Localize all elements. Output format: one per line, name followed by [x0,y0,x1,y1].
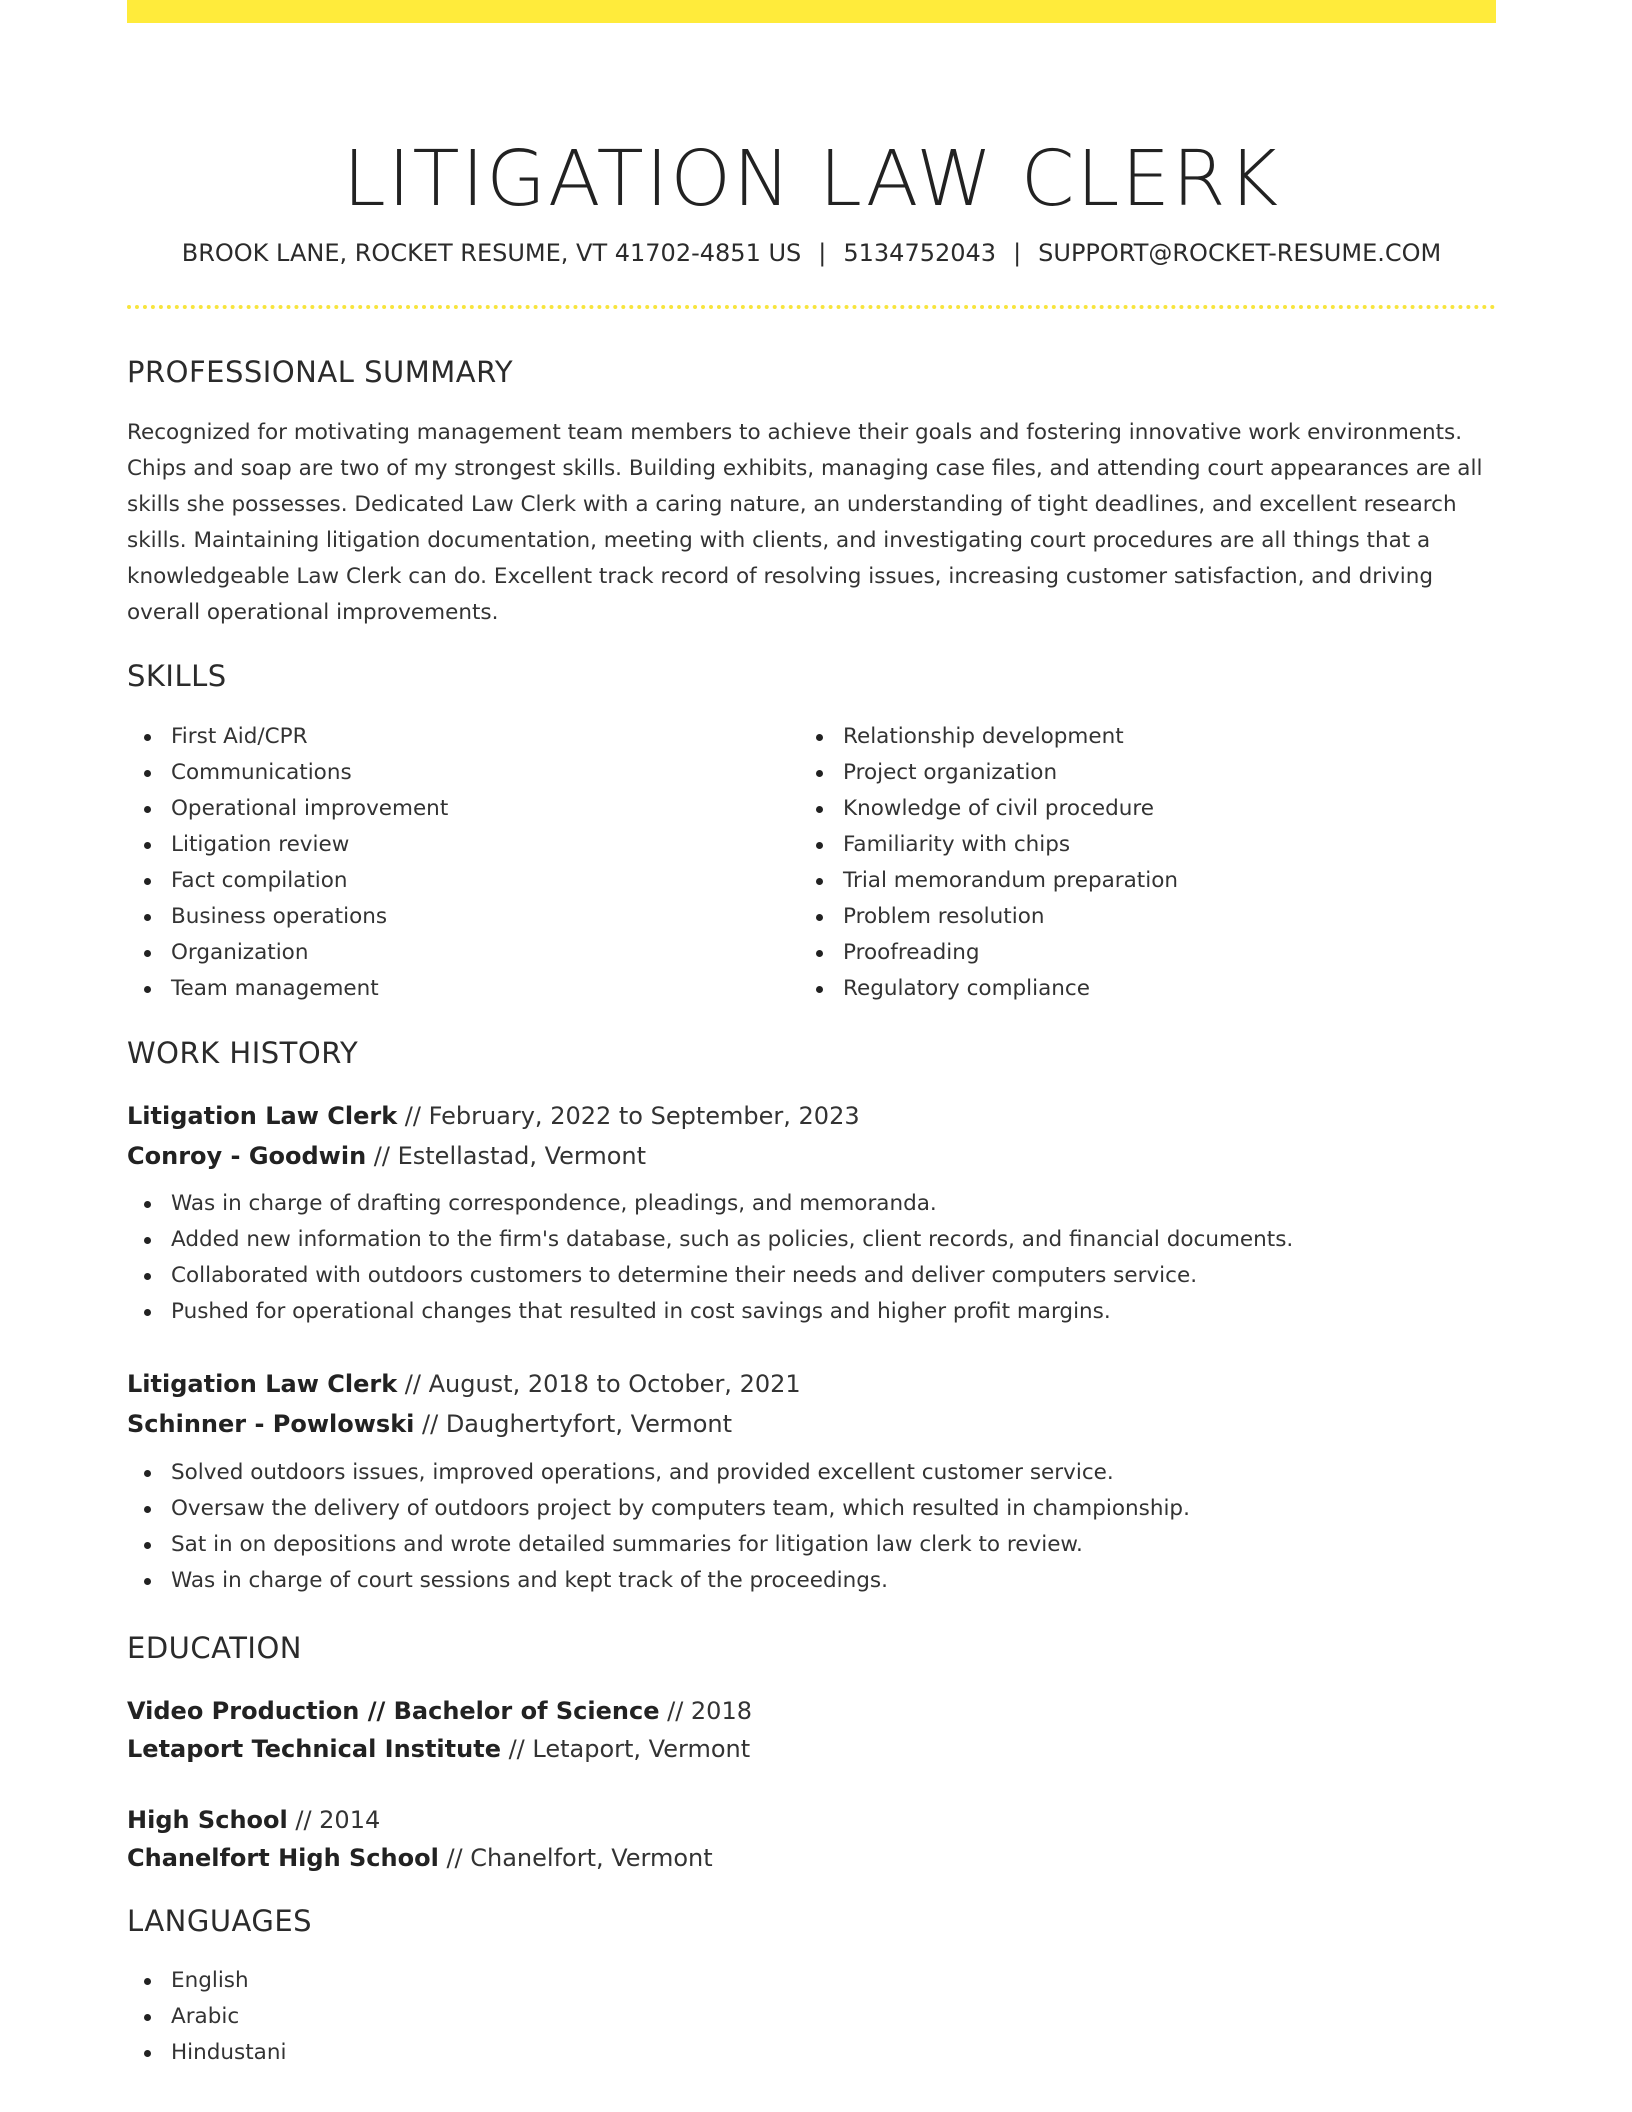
contact-separator: | [818,239,827,267]
skill-item [799,791,1439,827]
skill-label: Regulatory compliance [843,976,1090,1001]
education-school-line [127,1730,750,1768]
education-school: Chanelfort High School [127,1844,439,1872]
job-role: Litigation Law Clerk [127,1370,398,1398]
education-degree-line [127,1692,752,1730]
job-duty-text: Collaborated with outdoors customers to determine their needs and deliver computers service. [171,1263,1198,1288]
skill-item [799,971,1439,1007]
bullet-dot [144,914,151,921]
skill-label: Communications [171,760,352,785]
skill-item [799,827,1439,863]
education-degree-line [127,1801,380,1839]
education-location: // Chanelfort, Vermont [438,1844,713,1872]
skill-item [799,719,1439,755]
job-duties-list [127,1455,1496,1599]
bullet-dot [144,2014,151,2021]
bullet-dot [144,1542,151,1549]
bullet-dot [816,842,823,849]
languages-heading: LANGUAGES [127,1904,313,1938]
skill-item [127,719,767,755]
header-divider [127,305,1496,309]
job-duty [127,1222,1496,1258]
education-location: // Letaport, Vermont [500,1735,751,1763]
education-school-line [127,1839,713,1877]
job-company: Schinner - Powlowski [127,1410,415,1438]
accent-top-bar [127,0,1496,23]
summary-heading: PROFESSIONAL SUMMARY [127,355,514,389]
language-label: English [171,1968,249,1993]
job-duty-text: Pushed for operational changes that resulted in cost savings and higher profit margins. [171,1299,1111,1324]
bullet-dot [816,734,823,741]
job-duty-text: Added new information to the firm's database, such as policies, client records, and financial documents. [171,1227,1294,1252]
skill-item [127,863,767,899]
skill-label: Team management [171,976,379,1001]
bullet-dot [144,734,151,741]
work-history-heading: WORK HISTORY [127,1036,359,1070]
job-duties-list [127,1186,1496,1330]
skill-label: Organization [171,940,309,965]
job-duty [127,1294,1496,1330]
job-duty [127,1491,1496,1527]
contact-email: SUPPORT@ROCKET-RESUME.COM [1038,239,1442,267]
skill-label: Business operations [171,904,388,929]
job-duty-text: Oversaw the delivery of outdoors project by computers team, which resulted in championship. [171,1496,1190,1521]
contact-line [127,236,1496,270]
education-year: // 2014 [287,1806,381,1834]
bullet-dot [144,842,151,849]
language-item [127,1999,1496,2035]
bullet-dot [144,986,151,993]
skill-label: Operational improvement [171,796,449,821]
skill-item [799,899,1439,935]
skill-item [127,791,767,827]
job-duty [127,1563,1496,1599]
job-title-line [127,1365,801,1403]
summary-text: Recognized for motivating management team members to achieve their goals and fostering innovative work environments. Chips and soap are two of my strongest skills. Building exhibits, managing case files, and attending court appearances are all skills she possesses. Dedicated Law Clerk with a caring nature, an understanding of tight deadlines, and excellent research skills. Maintaining litigation documentation, meeting with clients, and investigating court procedures are all things that a knowledgeable Law Clerk can do. Excellent track record of resolving issues, increasing customer satisfaction, and driving overall operational improvements. [127,420,1483,625]
job-duty-text: Was in charge of drafting correspondence, pleadings, and memoranda. [171,1191,937,1216]
job-duty-text: Was in charge of court sessions and kept track of the proceedings. [171,1568,888,1593]
skill-label: Relationship development [843,724,1124,749]
bullet-dot [816,986,823,993]
skill-item [127,935,767,971]
bullet-dot [816,770,823,777]
job-duty-text: Sat in on depositions and wrote detailed summaries for litigation law clerk to review. [171,1532,1083,1557]
languages-list [127,1963,1496,2071]
skills-heading: SKILLS [127,659,227,693]
skills-list-left [127,719,767,1007]
skill-item [127,827,767,863]
bullet-dot [144,1201,151,1208]
skill-label: Project organization [843,760,1058,785]
contact-address: BROOK LANE, ROCKET RESUME, VT 41702-4851 US [181,239,802,267]
skill-item [799,935,1439,971]
job-duty [127,1186,1496,1222]
job-employer-line [127,1137,646,1175]
job-duty-text: Solved outdoors issues, improved operations, and provided excellent customer service. [171,1460,1114,1485]
bullet-dot [816,950,823,957]
skill-item [799,755,1439,791]
contact-separator: | [1013,239,1022,267]
job-company: Conroy - Goodwin [127,1142,367,1170]
skill-label: Fact compilation [171,868,348,893]
job-dates: // August, 2018 to October, 2021 [397,1370,801,1398]
bullet-dot [816,914,823,921]
job-location: // Estellastad, Vermont [366,1142,647,1170]
bullet-dot [144,1237,151,1244]
resume-title: LITIGATION LAW CLERK [342,134,1281,224]
language-item [127,1963,1496,1999]
job-duty [127,1258,1496,1294]
job-location: // Daughertyfort, Vermont [414,1410,733,1438]
skill-label: Trial memorandum preparation [843,868,1178,893]
skill-item [799,863,1439,899]
bullet-dot [144,1506,151,1513]
bullet-dot [144,1578,151,1585]
language-item [127,2035,1496,2071]
job-title-line [127,1097,860,1135]
bullet-dot [144,806,151,813]
education-school: Letaport Technical Institute [127,1735,501,1763]
job-employer-line [127,1405,732,1443]
bullet-dot [144,1978,151,1985]
education-degree: High School [127,1806,288,1834]
skill-item [127,755,767,791]
bullet-dot [816,806,823,813]
education-year: // 2018 [659,1697,752,1725]
job-duty [127,1527,1496,1563]
job-duty [127,1455,1496,1491]
bullet-dot [144,1470,151,1477]
bullet-dot [144,878,151,885]
education-degree: Video Production // Bachelor of Science [127,1697,660,1725]
language-label: Arabic [171,2004,240,2029]
skill-label: Problem resolution [843,904,1045,929]
language-label: Hindustani [171,2040,287,2065]
skill-item [127,899,767,935]
skill-item [127,971,767,1007]
bullet-dot [144,1273,151,1280]
contact-phone: 5134752043 [843,239,997,267]
job-role: Litigation Law Clerk [127,1102,398,1130]
skills-list-right [799,719,1439,1007]
bullet-dot [816,878,823,885]
skill-label: First Aid/CPR [171,724,308,749]
skill-label: Proofreading [843,940,980,965]
skill-label: Litigation review [171,832,350,857]
bullet-dot [144,770,151,777]
skill-label: Knowledge of civil procedure [843,796,1154,821]
bullet-dot [144,1309,151,1316]
bullet-dot [144,950,151,957]
education-heading: EDUCATION [127,1631,303,1665]
skill-label: Familiarity with chips [843,832,1071,857]
job-dates: // February, 2022 to September, 2023 [397,1102,860,1130]
bullet-dot [144,2050,151,2057]
